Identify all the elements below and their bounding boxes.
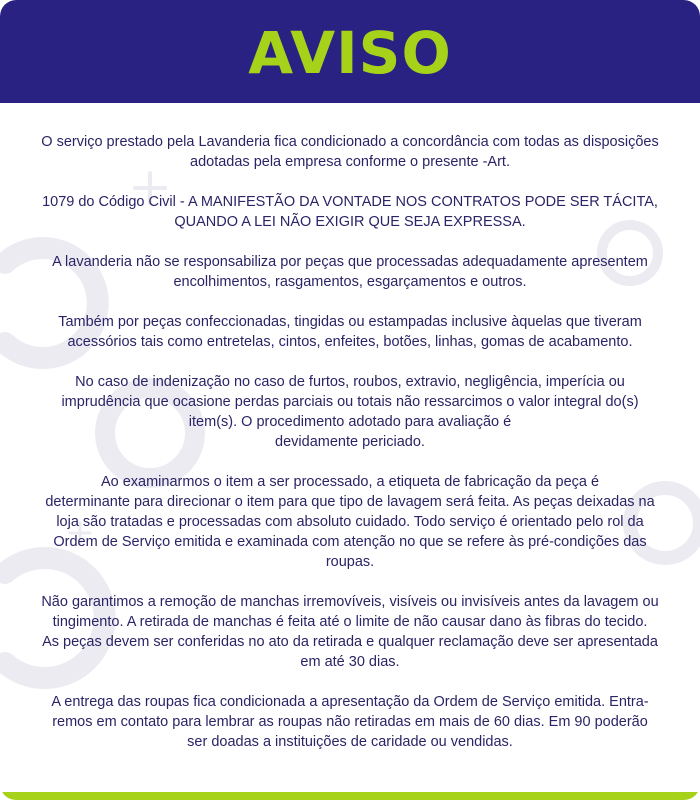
paragraph-delivery [26, 692, 674, 752]
paragraph-service-conditions [26, 132, 674, 172]
text-line: Ao examinarmos o item a ser processado, a etiqueta de fabricação da peça é [100, 474, 600, 490]
paragraph-stains [26, 592, 674, 672]
text-line: imprudência que ocasione perdas parciais ou totais não ressarcimos o valor integral do(s) [61, 394, 639, 410]
text-line: No caso de indenização no caso de furtos, roubos, extravio, negligência, imperícia ou [75, 374, 625, 390]
text-line: roupas. [325, 554, 375, 570]
text-line: Não garantimos a remoção de manchas irremovíveis, visíveis ou invisíveis antes da lavagem ou [41, 594, 659, 610]
footer-accent-bar [0, 792, 700, 800]
text-line: As peças devem ser conferidas no ato da retirada e qualquer reclamação deve ser apresentada [42, 634, 658, 650]
text-line: adotadas pela empresa conforme o presente -Art. [190, 154, 510, 170]
text-line: loja são tratadas e processadas com absoluto cuidado. Todo serviço é orientado pelo rol da [56, 514, 644, 530]
page-title: AVISO [248, 18, 452, 87]
text-line: remos em contato para lembrar as roupas não retiradas em mais de 60 dias. Em 90 poderão [52, 714, 648, 730]
notice-text [0, 103, 700, 752]
text-line: tingimento. A retirada de manchas é feita até o limite de não causar dano às fibras do tecido. [52, 614, 648, 630]
text-line: devidamente periciado. [275, 434, 425, 450]
paragraph-civil-code [26, 192, 674, 232]
text-line: Também por peças confeccionadas, tingidas ou estampadas inclusive àquelas que tiveram [58, 314, 642, 330]
paragraph-accessories [26, 312, 674, 352]
text-line: acessórios tais como entretelas, cintos, enfeites, botões, linhas, gomas de acabamento. [67, 334, 633, 350]
paragraph-liability [26, 252, 674, 292]
text-line: ser doadas a instituições de caridade ou vendidas. [187, 734, 513, 750]
text-line: A lavanderia não se responsabiliza por peças que processadas adequadamente apresentem [52, 254, 648, 270]
paragraph-indemnity [26, 372, 674, 452]
notice-body [0, 103, 700, 792]
text-line: item(s). O procedimento adotado para avaliação é [188, 414, 512, 430]
header-banner [0, 0, 700, 103]
text-line: QUANDO A LEI NÃO EXIGIR QUE SEJA EXPRESSA. [174, 214, 526, 230]
text-line: 1079 do Código Civil - A MANIFESTÃO DA VONTADE NOS CONTRATOS PODE SER TÁCITA, [42, 194, 658, 210]
text-line: determinante para direcionar o item para que tipo de lavagem será feita. As peças deixadas na [45, 494, 655, 510]
text-line: encolhimentos, rasgamentos, esgarçamentos e outros. [173, 274, 527, 290]
text-line: em até 30 dias. [300, 654, 400, 670]
text-line: O serviço prestado pela Lavanderia fica condicionado a concordância com todas as disposições [41, 134, 659, 150]
text-line: A entrega das roupas fica condicionada a apresentação da Ordem de Serviço emitida. Entra- [51, 694, 649, 710]
text-line: Ordem de Serviço emitida e examinada com atenção no que se refere às pré-condições das [53, 534, 647, 550]
paragraph-processing [26, 472, 674, 572]
